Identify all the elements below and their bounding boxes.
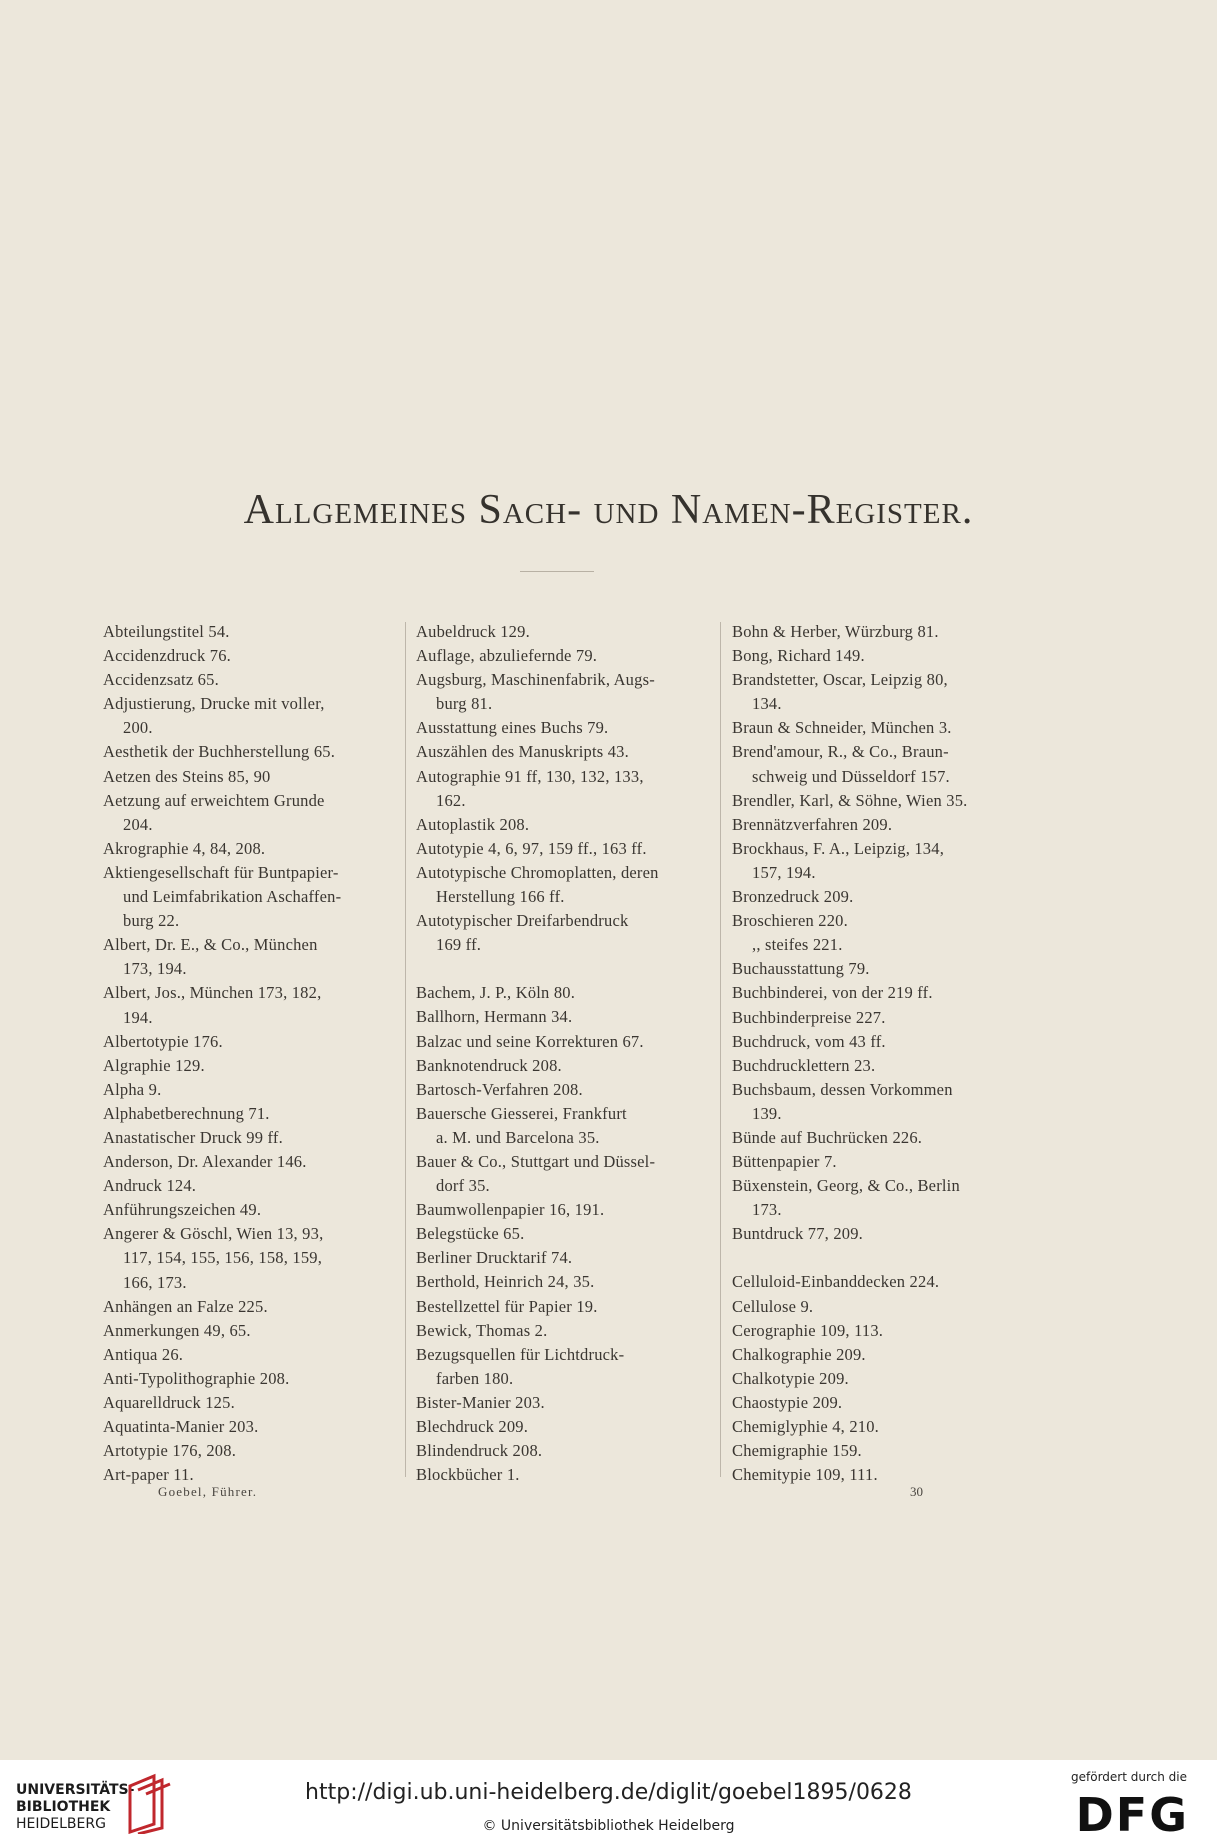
column-divider-1 (405, 622, 406, 1477)
index-entry-term: Aubeldruck 129. (416, 622, 530, 641)
index-entry (103, 789, 398, 837)
index-entry (732, 789, 1022, 813)
index-entry (732, 1295, 1022, 1319)
index-entry (416, 909, 711, 957)
index-entry-term: Brockhaus, F. A., Leipzig, 134, (732, 838, 945, 858)
index-entry-term: Algraphie 129. (103, 1055, 205, 1075)
index-entry-term: Abteilungstitel 54. (103, 622, 230, 641)
index-entry (103, 1222, 398, 1270)
index-entry (103, 1174, 398, 1198)
index-entry-term: Bünde auf Buchrücken 226. (732, 1127, 923, 1147)
index-entry-term: Celluloid-Einbanddecken 224. (732, 1272, 940, 1292)
index-entry-term: Buchbinderpreise 227. (732, 1007, 886, 1027)
index-entry-term: Angerer & Göschl, Wien 13, 93, (103, 1224, 324, 1244)
index-entry (732, 1391, 1022, 1415)
index-entry-term: Bezugsquellen für Lichtdruck- (416, 1344, 625, 1364)
index-entry-term: Albert, Dr. E., & Co., München (103, 935, 318, 955)
section-gap (732, 1246, 1022, 1270)
index-entry-term: Anhängen an Falze 225. (103, 1296, 268, 1316)
index-entry-continuation: 166, 173. (123, 1272, 187, 1292)
index-entry (103, 1102, 398, 1126)
index-entry (103, 1391, 398, 1415)
index-entry (416, 716, 711, 740)
index-entry-term: Autotypischer Dreifarbendruck (416, 911, 629, 931)
index-entry (103, 1343, 398, 1367)
index-entry-term: Bronzedruck 209. (732, 887, 854, 907)
index-entry (732, 1319, 1022, 1343)
index-entry (103, 1415, 398, 1439)
index-entry-term: Braun & Schneider, München 3. (732, 718, 952, 738)
index-entry-continuation: 139. (752, 1103, 782, 1123)
index-entry (103, 1126, 398, 1150)
index-entry (103, 1439, 398, 1463)
index-entry-term: Blechdruck 209. (416, 1417, 529, 1436)
index-entry-continuation: 162. (436, 790, 466, 810)
library-name-line-3: HEIDELBERG (16, 1816, 106, 1832)
index-entry (732, 1054, 1022, 1078)
index-entry-term: Chaostypie 209. (732, 1392, 843, 1412)
index-entry (732, 933, 1022, 957)
index-entry-term: Bong, Richard 149. (732, 646, 865, 666)
index-entry (103, 1150, 398, 1174)
index-entry-continuation: a. M. und Barcelona 35. (436, 1127, 600, 1147)
index-entry-term: Bartosch-Verfahren 208. (416, 1079, 583, 1099)
index-entry (103, 1198, 398, 1222)
index-entry (732, 1222, 1022, 1246)
index-entry-term: Artotypie 176, 208. (103, 1441, 237, 1461)
index-entry (732, 957, 1022, 981)
index-entry-term: Bauersche Giesserei, Frankfurt (416, 1103, 627, 1123)
index-entry (103, 909, 398, 933)
index-entry (732, 1270, 1022, 1294)
index-entry (103, 1319, 398, 1343)
index-entry-continuation: 200. (123, 718, 153, 738)
index-entry-term: Brennätzverfahren 209. (732, 814, 893, 834)
index-entry (416, 1005, 711, 1029)
library-name-line-1: UNIVERSITÄTS- (16, 1782, 135, 1798)
index-entry (103, 1367, 398, 1391)
index-entry-term: Autotypische Chromoplatten, deren (416, 862, 659, 882)
index-entry (732, 716, 1022, 740)
title-divider (520, 571, 594, 572)
index-entry-term: Bewick, Thomas 2. (416, 1320, 548, 1340)
index-entry (732, 909, 1022, 933)
index-entry (416, 740, 711, 764)
index-entry-term: Adjustierung, Drucke mit voller, (103, 694, 325, 714)
index-entry-term: Chalkotypie 209. (732, 1368, 849, 1388)
index-entry (103, 1295, 398, 1319)
index-entry (732, 1439, 1022, 1463)
index-entry (416, 1415, 711, 1439)
index-entry (103, 861, 398, 909)
index-entry (732, 1463, 1022, 1487)
index-entry-continuation: 173. (752, 1200, 782, 1220)
index-entry (103, 692, 398, 740)
index-entry-term: Baumwollenpapier 16, 191. (416, 1200, 605, 1220)
index-entry-term: Anastatischer Druck 99 ff. (103, 1127, 283, 1147)
index-entry (416, 1343, 711, 1391)
copyright-notice: © Universitätsbibliothek Heidelberg (482, 1818, 735, 1834)
index-entry-continuation: schweig und Düsseldorf 157. (752, 766, 950, 786)
index-entry (416, 668, 711, 716)
index-entry (103, 1271, 398, 1295)
viewer-footer-bar (0, 1760, 1217, 1847)
index-column-2 (416, 620, 711, 1487)
section-gap (416, 957, 711, 981)
index-entry-continuation: 173, 194. (123, 959, 187, 979)
index-column-3 (732, 620, 1022, 1487)
index-entry-term: Ausstattung eines Buchs 79. (416, 718, 609, 738)
index-entry-term: Bachem, J. P., Köln 80. (416, 983, 576, 1003)
index-entry (732, 1367, 1022, 1391)
index-entry (103, 837, 398, 861)
index-entry (732, 837, 1022, 885)
index-entry-term: Aquatinta-Manier 203. (103, 1417, 259, 1437)
index-entry (732, 1030, 1022, 1054)
index-entry-term: Buntdruck 77, 209. (732, 1224, 864, 1244)
dfg-logo[interactable]: DFG (1075, 1788, 1189, 1842)
index-entry (416, 837, 711, 861)
index-entry-term: Buchsbaum, dessen Vorkommen (732, 1079, 953, 1099)
index-entry-term: Aetzung auf erweichtem Grunde (103, 790, 325, 810)
index-entry (103, 644, 398, 668)
page-number: 30 (910, 1484, 923, 1499)
index-entry-term: Auflage, abzuliefernde 79. (416, 646, 598, 666)
index-entry (416, 1198, 711, 1222)
index-entry-term: Cerographie 109, 113. (732, 1320, 884, 1340)
index-entry (416, 1270, 711, 1294)
index-entry-term: Buchdruck, vom 43 ff. (732, 1031, 886, 1051)
index-entry (416, 1246, 711, 1270)
index-column-1 (103, 620, 398, 1487)
index-entry-term: Belegstücke 65. (416, 1224, 525, 1244)
index-entry-term: Alpha 9. (103, 1079, 162, 1099)
page-title: Allgemeines Sach- und Namen-Register. (243, 487, 974, 533)
permalink-url[interactable]: http://digi.ub.uni-heidelberg.de/diglit/goebel1895/0628 (305, 1780, 912, 1805)
index-entry-term: Anti-Typolithographie 208. (103, 1368, 290, 1388)
index-entry-term: Anderson, Dr. Alexander 146. (103, 1152, 307, 1172)
index-entry-term: Bohn & Herber, Würzburg 81. (732, 622, 939, 641)
index-entry-term: Cellulose 9. (732, 1296, 814, 1316)
index-entry-term: Aesthetik der Buchherstellung 65. (103, 742, 336, 762)
index-entry (732, 668, 1022, 716)
index-entry (416, 1295, 711, 1319)
index-entry-term: Brandstetter, Oscar, Leipzig 80, (732, 670, 948, 690)
index-entry-continuation: 134. (752, 694, 782, 714)
index-entry-term: Buchausstattung 79. (732, 959, 870, 979)
index-entry-term: Antiqua 26. (103, 1344, 184, 1364)
index-entry (732, 885, 1022, 909)
index-entry (103, 740, 398, 764)
index-entry-continuation: 157, 194. (752, 862, 816, 882)
index-entry-continuation: 204. (123, 814, 153, 834)
index-entry-continuation: Herstellung 166 ff. (436, 887, 565, 907)
index-entry (416, 765, 711, 813)
index-entry-term: Chemiglyphie 4, 210. (732, 1417, 879, 1436)
index-entry-term: Bestellzettel für Papier 19. (416, 1296, 598, 1316)
index-entry (416, 1222, 711, 1246)
library-name-line-2: BIBLIOTHEK (16, 1799, 111, 1815)
index-entry (732, 813, 1022, 837)
index-entry-term: Berthold, Heinrich 24, 35. (416, 1272, 595, 1292)
index-entry (732, 620, 1022, 644)
footer-signature: Goebel, Führer. (158, 1484, 258, 1499)
index-entry-term: Accidenzdruck 76. (103, 646, 232, 666)
index-entry-term: Accidenzsatz 65. (103, 670, 219, 690)
index-entry (416, 861, 711, 909)
index-entry (416, 1102, 711, 1150)
index-entry-term: Büttenpapier 7. (732, 1152, 837, 1172)
index-entry-term: Aetzen des Steins 85, 90 (103, 766, 271, 786)
index-entry-term: Buchdrucklettern 23. (732, 1055, 876, 1075)
index-entry-continuation: dorf 35. (436, 1176, 490, 1196)
index-entry-term: Chemigraphie 159. (732, 1441, 862, 1461)
index-entry (103, 1078, 398, 1102)
index-entry (732, 1150, 1022, 1174)
index-entry-continuation: ,, steifes 221. (752, 935, 843, 955)
index-entry (103, 668, 398, 692)
index-entry (103, 933, 398, 981)
index-entry (103, 765, 398, 789)
column-divider-2 (720, 622, 721, 1477)
index-entry (732, 1343, 1022, 1367)
index-entry (732, 644, 1022, 668)
index-entry-continuation: burg 22. (123, 911, 180, 931)
index-entry-term: Art-paper 11. (103, 1465, 194, 1485)
index-entry (416, 1391, 711, 1415)
index-entry (416, 644, 711, 668)
index-entry-continuation: 117, 154, 155, 156, 158, 159, (123, 1248, 323, 1268)
index-entry-term: Brend'amour, R., & Co., Braun- (732, 742, 949, 762)
index-entry (416, 1439, 711, 1463)
index-entry (103, 981, 398, 1029)
index-entry-term: Büxenstein, Georg, & Co., Berlin (732, 1176, 960, 1196)
index-entry-continuation: 194. (123, 1007, 153, 1027)
index-entry (416, 1078, 711, 1102)
index-entry (416, 1463, 711, 1487)
index-entry-term: Brendler, Karl, & Söhne, Wien 35. (732, 790, 968, 810)
index-entry-term: Balzac und seine Korrekturen 67. (416, 1031, 644, 1051)
index-entry-term: Berliner Drucktarif 74. (416, 1248, 573, 1268)
index-entry (416, 1054, 711, 1078)
index-entry (103, 620, 398, 644)
index-entry-term: Aktiengesellschaft für Buntpapier- (103, 862, 339, 882)
index-entry (732, 1126, 1022, 1150)
index-entry-term: Bister-Manier 203. (416, 1392, 545, 1412)
index-entry (416, 1030, 711, 1054)
index-entry-term: Chemitypie 109, 111. (732, 1465, 878, 1485)
index-entry-term: Ballhorn, Hermann 34. (416, 1007, 573, 1027)
index-entry-term: Buchbinderei, von der 219 ff. (732, 983, 933, 1003)
index-entry-term: Chalkographie 209. (732, 1344, 866, 1364)
index-entry (732, 1174, 1022, 1222)
index-entry (732, 1006, 1022, 1030)
index-entry-term: Albert, Jos., München 173, 182, (103, 983, 322, 1003)
index-entry-term: Augsburg, Maschinenfabrik, Augs- (416, 670, 655, 690)
index-entry-term: Akrographie 4, 84, 208. (103, 838, 266, 858)
index-entry (416, 620, 711, 644)
index-entry (416, 813, 711, 837)
index-entry (416, 1319, 711, 1343)
index-entry-continuation: farben 180. (436, 1368, 514, 1388)
index-entry-term: Bauer & Co., Stuttgart und Düssel- (416, 1151, 656, 1171)
index-entry-term: Aquarelldruck 125. (103, 1393, 235, 1412)
index-entry-continuation: burg 81. (436, 694, 493, 714)
index-entry-continuation: und Leimfabrikation Aschaffen- (123, 887, 342, 907)
index-entry-term: Anführungszeichen 49. (103, 1200, 262, 1220)
index-entry (732, 981, 1022, 1005)
index-entry (416, 1150, 711, 1198)
index-entry-term: Albertotypie 176. (103, 1031, 223, 1051)
funding-note: gefördert durch die (1071, 1770, 1187, 1784)
index-entry (103, 1030, 398, 1054)
index-entry-term: Alphabetberechnung 71. (103, 1103, 270, 1123)
index-entry-term: Broschieren 220. (732, 911, 848, 931)
index-entry-term: Banknotendruck 208. (416, 1055, 562, 1075)
index-entry-term: Autographie 91 ff, 130, 132, 133, (416, 766, 644, 786)
index-entry (732, 1078, 1022, 1126)
index-entry-term: Anmerkungen 49, 65. (103, 1320, 251, 1340)
index-entry (732, 740, 1022, 788)
index-entry (732, 1415, 1022, 1439)
index-entry-term: Blockbücher 1. (416, 1465, 520, 1485)
index-entry (416, 981, 711, 1005)
index-entry-continuation: 169 ff. (436, 935, 482, 955)
index-entry-term: Autoplastik 208. (416, 814, 530, 834)
index-entry-term: Andruck 124. (103, 1176, 197, 1196)
index-entry-term: Auszählen des Manuskripts 43. (416, 742, 629, 762)
index-entry-term: Autotypie 4, 6, 97, 159 ff., 163 ff. (416, 838, 647, 858)
index-entry-term: Blindendruck 208. (416, 1441, 543, 1461)
index-entry (103, 1054, 398, 1078)
